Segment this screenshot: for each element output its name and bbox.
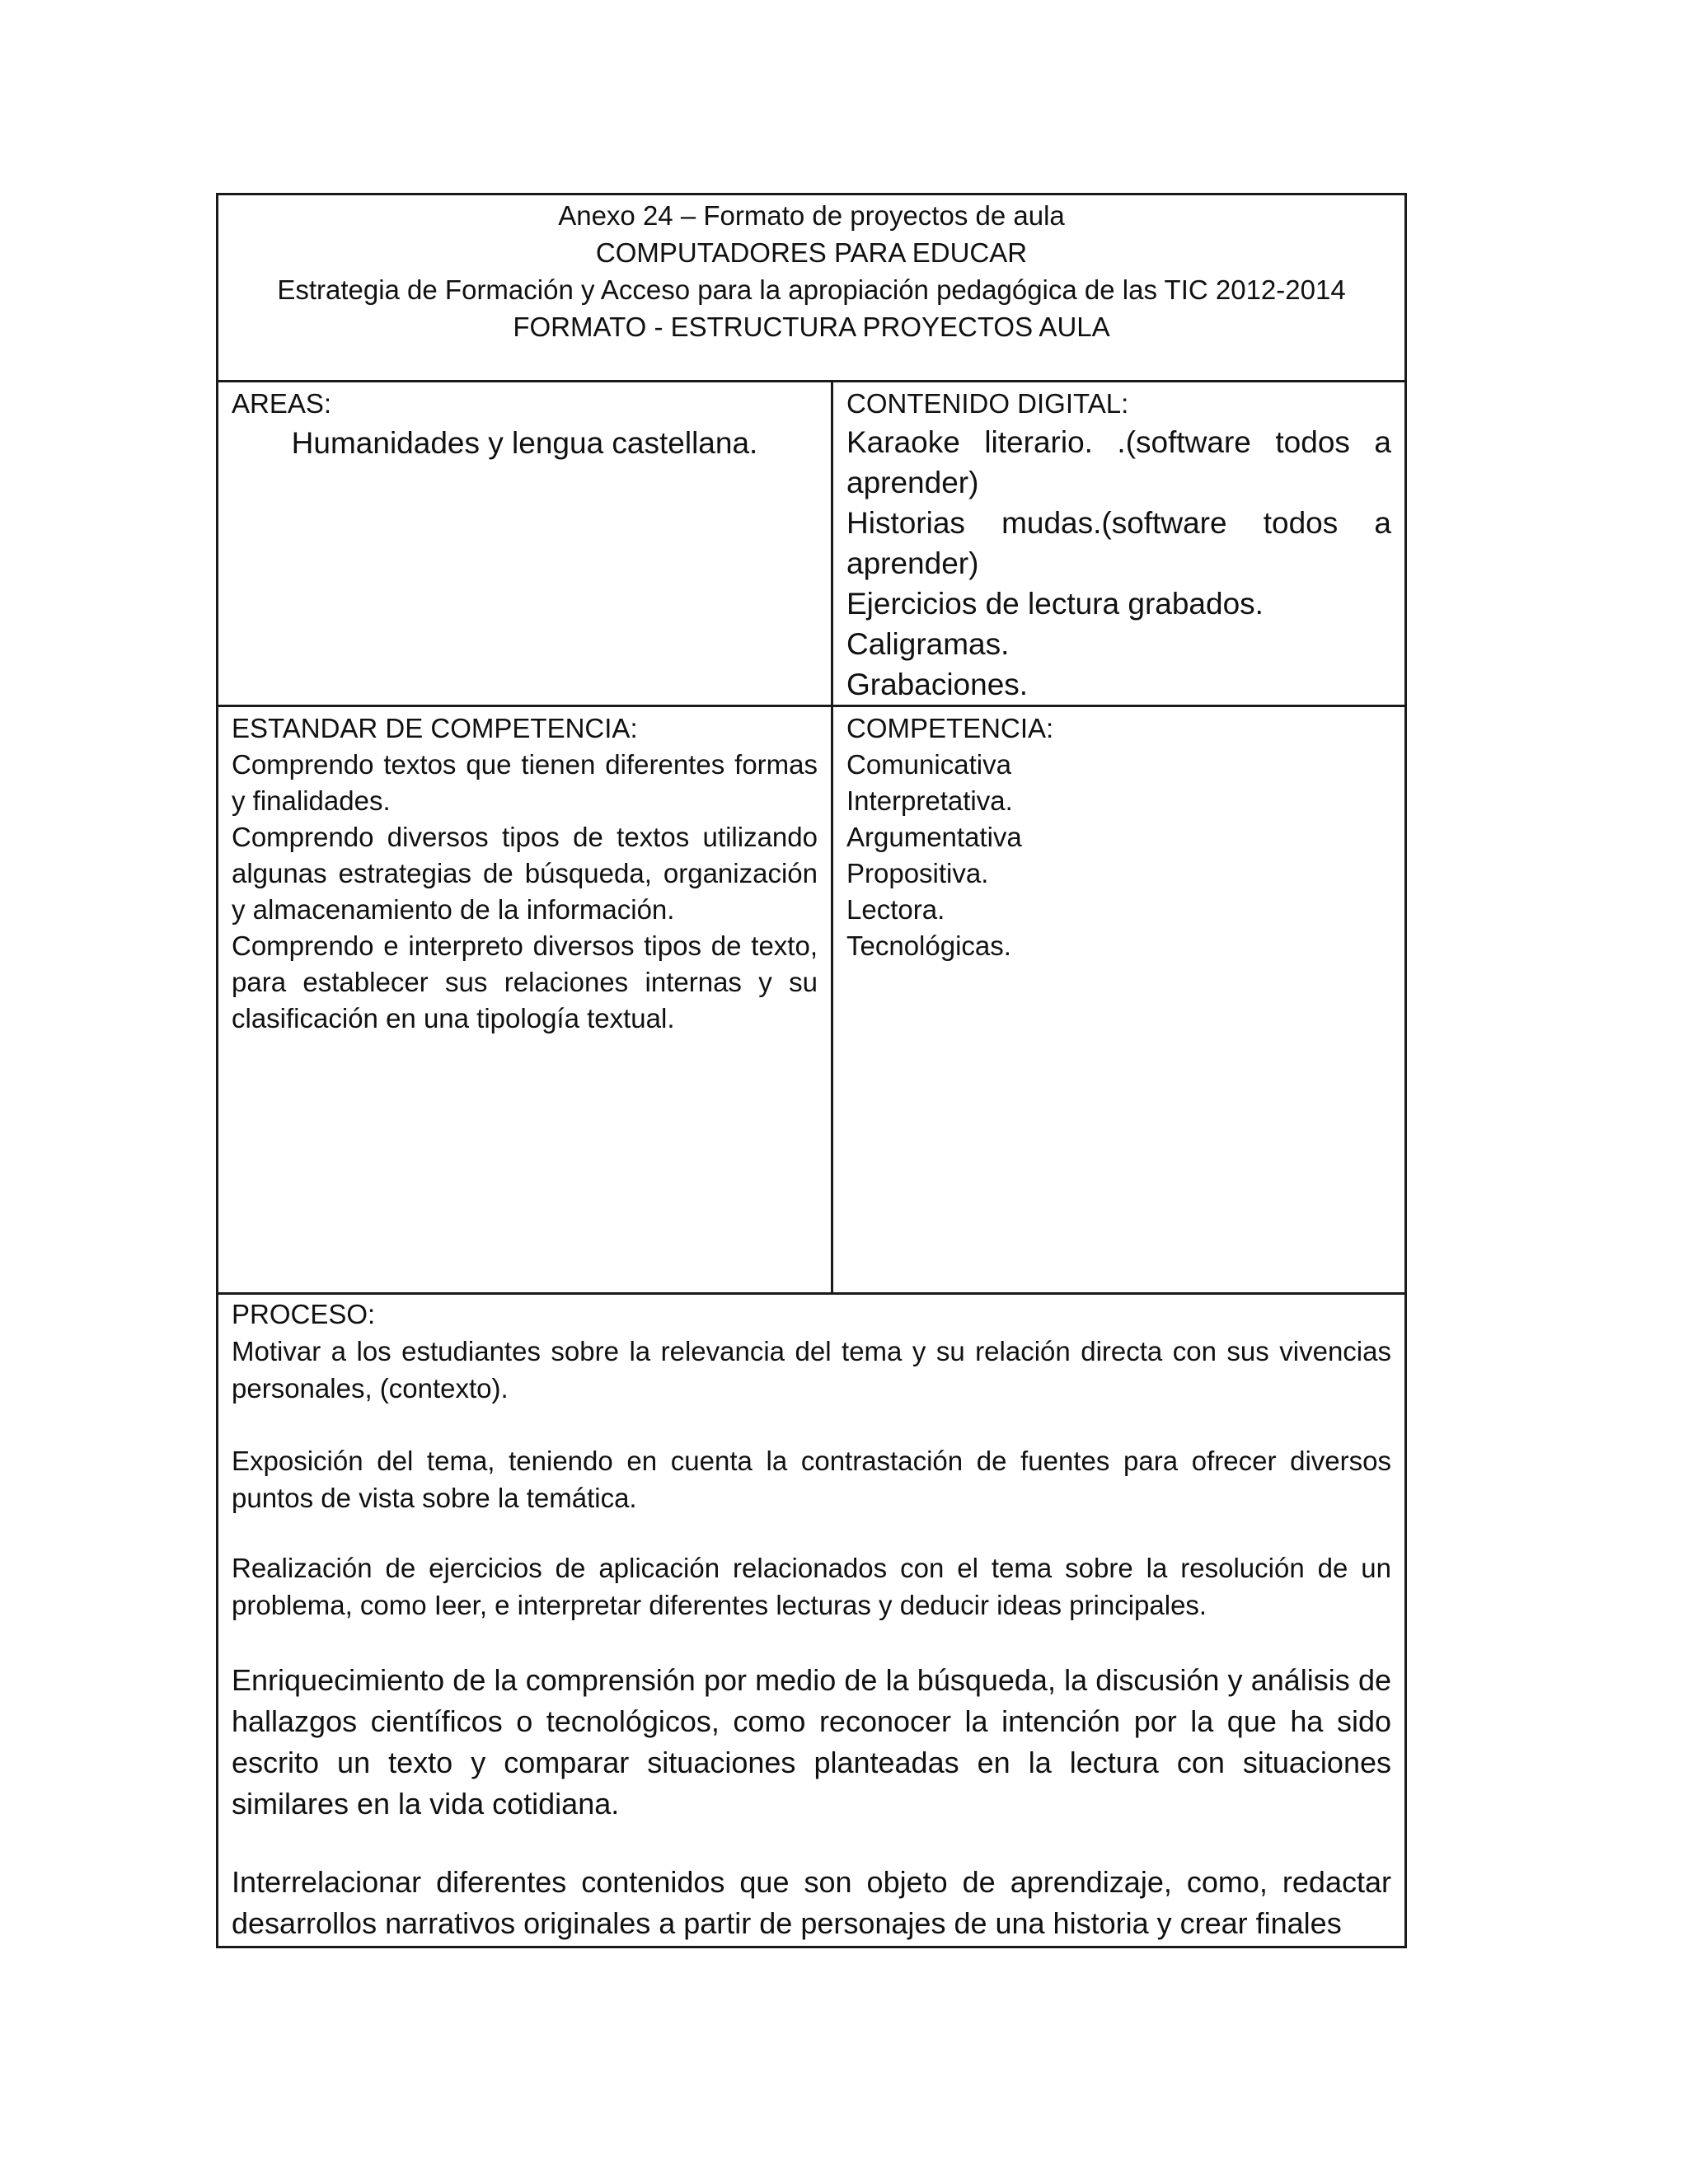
competency-standard-item: Comprendo e interpreto diversos tipos de texto, para establecer sus relaciones internas y su clasificación en una tipología textual. <box>232 930 818 1033</box>
program-name: COMPUTADORES PARA EDUCAR <box>595 237 1028 268</box>
competency-standard-item: Comprendo diversos tipos de textos utilizando algunas estrategias de búsqueda, organización y almacenamiento de la información. <box>232 822 818 925</box>
areas-cell <box>218 382 832 706</box>
strategy-title: Estrategia de Formación y Acceso para la apropiación pedagógica de las TIC 2012-2014 <box>277 274 1346 305</box>
competency-label: COMPETENCIA: <box>846 713 1054 743</box>
process-paragraph: Interrelacionar diferentes contenidos que son objeto de aprendizaje, como, redactar desarrollos narrativos originales a partir de personajes de una historia y crear finales <box>232 1865 1391 1940</box>
digital-content-item: Karaoke literario. .(software todos a aprender) <box>846 425 1391 499</box>
competency-standard-label: ESTANDAR DE COMPETENCIA: <box>232 713 638 743</box>
document-header <box>218 194 1406 382</box>
process-paragraph: Enriquecimiento de la comprensión por medio de la búsqueda, la discusión y análisis de hallazgos científicos o tecnológicos, como reconocer la intención por la que ha sido escrito un texto y comparar situaciones planteadas en la lectura con situaciones similares en la vida cotidiana. <box>232 1663 1391 1821</box>
digital-content-item: Grabaciones. <box>846 668 1029 701</box>
competency-item: Tecnológicas. <box>846 930 1011 961</box>
annex-title: Anexo 24 – Formato de proyectos de aula <box>558 200 1065 231</box>
competency-item: Lectora. <box>846 894 945 925</box>
competency-cell <box>832 706 1406 1294</box>
digital-content-item: Caligramas. <box>846 627 1010 661</box>
areas-value: Humanidades y lengua castellana. <box>291 426 758 460</box>
process-label: PROCESO: <box>232 1299 376 1329</box>
process-paragraph: Exposición del tema, teniendo en cuenta la contrastación de fuentes para ofrecer diversos puntos de vista sobre la temática. <box>232 1446 1391 1513</box>
digital-content-label: CONTENIDO DIGITAL: <box>846 388 1129 419</box>
competency-standard-cell <box>218 706 832 1294</box>
format-title: FORMATO - ESTRUCTURA PROYECTOS AULA <box>513 312 1110 342</box>
competency-item: Comunicativa <box>846 749 1011 780</box>
digital-content-item: Historias mudas.(software todos a aprender) <box>846 506 1391 580</box>
competency-item: Argumentativa <box>846 822 1022 852</box>
competency-item: Propositiva. <box>846 858 989 888</box>
process-paragraph: Motivar a los estudiantes sobre la relevancia del tema y su relación directa con sus vivencias personales, (contexto). <box>232 1336 1391 1404</box>
competency-standard-item: Comprendo textos que tienen diferentes formas y finalidades. <box>232 749 818 816</box>
digital-content-cell <box>832 382 1406 706</box>
digital-content-item: Ejercicios de lectura grabados. <box>846 587 1264 621</box>
areas-label: AREAS: <box>232 388 332 419</box>
process-paragraph: Realización de ejercicios de aplicación relacionados con el tema sobre la resolución de un problema, como Ieer, e interpretar diferentes lecturas y deducir ideas principales. <box>232 1553 1391 1620</box>
competency-item: Interpretativa. <box>846 785 1013 816</box>
project-format-table <box>216 193 1407 1948</box>
process-cell <box>218 1294 1406 1947</box>
